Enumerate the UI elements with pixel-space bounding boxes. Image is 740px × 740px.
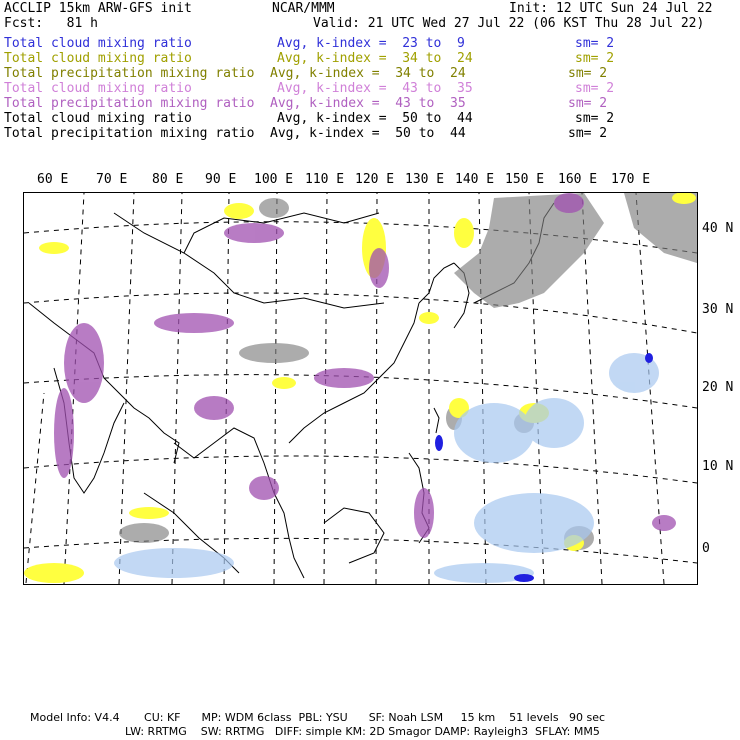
lon-label: 130 E xyxy=(405,172,445,187)
lon-label: 120 E xyxy=(355,172,395,187)
layer-sm: sm= 2 xyxy=(575,111,615,126)
layer-desc: Avg, k-index = 34 to 24 xyxy=(277,51,473,66)
center-label: NCAR/MMM xyxy=(272,1,335,16)
lon-label: 150 E xyxy=(505,172,545,187)
layer-desc: Avg, k-index = 50 to 44 xyxy=(277,111,473,126)
layer-name: Total cloud mixing ratio xyxy=(4,51,192,66)
layer-sm: sm= 2 xyxy=(568,96,608,111)
layer-sm: sm= 2 xyxy=(568,66,608,81)
layer-desc: Avg, k-index = 43 to 35 xyxy=(277,81,473,96)
lon-label: 140 E xyxy=(455,172,495,187)
valid-time: Valid: 21 UTC Wed 27 Jul 22 (06 KST Thu 28 Jul 22) xyxy=(313,16,705,31)
layer-sm: sm= 2 xyxy=(575,51,615,66)
lon-label: 170 E xyxy=(611,172,651,187)
lon-label: 90 E xyxy=(205,172,237,187)
layer-name: Total precipitation mixing ratio xyxy=(4,66,255,81)
forecast-hour: Fcst: 81 h xyxy=(4,16,98,31)
model-info-line2: LW: RRTMG SW: RRTMG DIFF: simple KM: 2D Smagor DAMP: Rayleigh3 SFLAY: MM5 xyxy=(125,725,600,738)
layer-desc: Avg, k-index = 50 to 44 xyxy=(270,126,466,141)
lon-label: 70 E xyxy=(96,172,128,187)
layer-name: Total cloud mixing ratio xyxy=(4,111,192,126)
layer-desc: Avg, k-index = 34 to 24 xyxy=(270,66,466,81)
lon-label: 110 E xyxy=(305,172,345,187)
lon-label: 100 E xyxy=(254,172,294,187)
lat-label: 0 xyxy=(702,541,710,556)
layer-name: Total precipitation mixing ratio xyxy=(4,96,255,111)
layer-desc: Avg, k-index = 43 to 35 xyxy=(270,96,466,111)
lon-label: 60 E xyxy=(37,172,69,187)
yellow-cloud-field xyxy=(24,193,696,583)
model-info-line1: Model Info: V4.4 CU: KF MP: WDM 6class PBL: YSU SF: Noah LSM 15 km 51 levels 90 sec xyxy=(30,711,606,724)
init-time: Init: 12 UTC Sun 24 Jul 22 xyxy=(509,1,713,16)
layer-name: Total cloud mixing ratio xyxy=(4,36,192,51)
layer-sm: sm= 2 xyxy=(575,36,615,51)
map-panel[interactable] xyxy=(23,192,698,585)
map-svg xyxy=(24,193,697,584)
layer-desc: Avg, k-index = 23 to 9 xyxy=(277,36,465,51)
model-title: ACCLIP 15km ARW-GFS init xyxy=(4,1,192,16)
layer-sm: sm= 2 xyxy=(568,126,608,141)
lat-label: 10 N xyxy=(702,459,734,474)
lon-label: 80 E xyxy=(152,172,184,187)
layer-name: Total cloud mixing ratio xyxy=(4,81,192,96)
layer-sm: sm= 2 xyxy=(575,81,615,96)
layer-name: Total precipitation mixing ratio xyxy=(4,126,255,141)
lat-label: 20 N xyxy=(702,380,734,395)
lat-label: 30 N xyxy=(702,302,734,317)
grid-lines xyxy=(24,193,697,584)
lat-label: 40 N xyxy=(702,221,734,236)
lon-label: 160 E xyxy=(558,172,598,187)
